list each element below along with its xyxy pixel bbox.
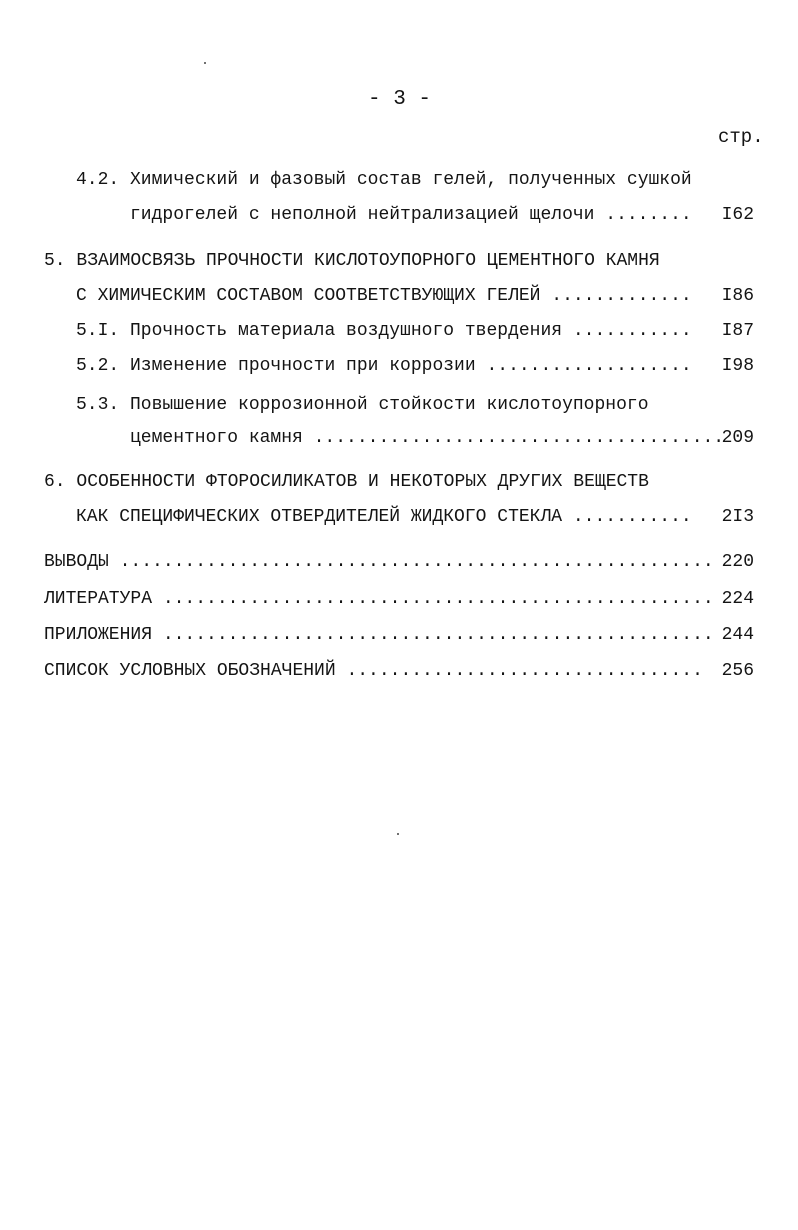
toc-entry-5-1: 5.I. Прочность материала воздушного твердения ........... — [76, 321, 692, 341]
page-number: - 3 - — [368, 88, 432, 111]
toc-chapter-6-line2: КАК СПЕЦИФИЧЕСКИХ ОТВЕРДИТЕЛЕЙ ЖИДКОГО СТЕКЛА ........... — [76, 507, 692, 527]
toc-page-number: I87 — [721, 321, 754, 341]
toc-page-number: I86 — [721, 286, 754, 306]
toc-page-number: 209 — [721, 428, 754, 448]
toc-page-number: 2I3 — [721, 507, 754, 527]
toc-abbreviations: СПИСОК УСЛОВНЫХ ОБОЗНАЧЕНИЙ ................................. — [44, 661, 703, 681]
toc-entry-5-3-line2: цементного камня ...................................... — [130, 428, 725, 448]
toc-chapter-6-line1: 6. ОСОБЕННОСТИ ФТОРОСИЛИКАТОВ И НЕКОТОРЫХ ДРУГИХ ВЕЩЕСТВ — [44, 472, 649, 492]
toc-page-number: 256 — [721, 661, 754, 681]
toc-page-number: 244 — [721, 625, 754, 645]
toc-entry-4-2-line1: 4.2. Химический и фазовый состав гелей, полученных сушкой — [76, 170, 692, 190]
toc-conclusions: ВЫВОДЫ ....................................................... — [44, 552, 714, 572]
toc-chapter-5-line1: 5. ВЗАИМОСВЯЗЬ ПРОЧНОСТИ КИСЛОТОУПОРНОГО ЦЕМЕНТНОГО КАМНЯ — [44, 251, 660, 271]
toc-entry-5-3-line1: 5.3. Повышение коррозионной стойкости кислотоупорного — [76, 395, 649, 415]
toc-literature: ЛИТЕРАТУРА ................................................... — [44, 589, 714, 609]
toc-page-number: I98 — [721, 356, 754, 376]
scan-speck — [204, 62, 206, 64]
toc-page-number: 224 — [721, 589, 754, 609]
toc-entry-5-2: 5.2. Изменение прочности при коррозии ................... — [76, 356, 692, 376]
toc-chapter-5-line2: С ХИМИЧЕСКИМ СОСТАВОМ СООТВЕТСТВУЮЩИХ ГЕЛЕЙ ............. — [76, 286, 692, 306]
pages-column-label: стр. — [718, 126, 764, 148]
toc-page-number: I62 — [721, 205, 754, 225]
toc-entry-4-2-line2: гидрогелей с неполной нейтрализацией щелочи ........ — [130, 205, 692, 225]
scan-speck — [397, 833, 399, 835]
toc-page-number: 220 — [721, 552, 754, 572]
toc-appendices: ПРИЛОЖЕНИЯ ................................................... — [44, 625, 714, 645]
